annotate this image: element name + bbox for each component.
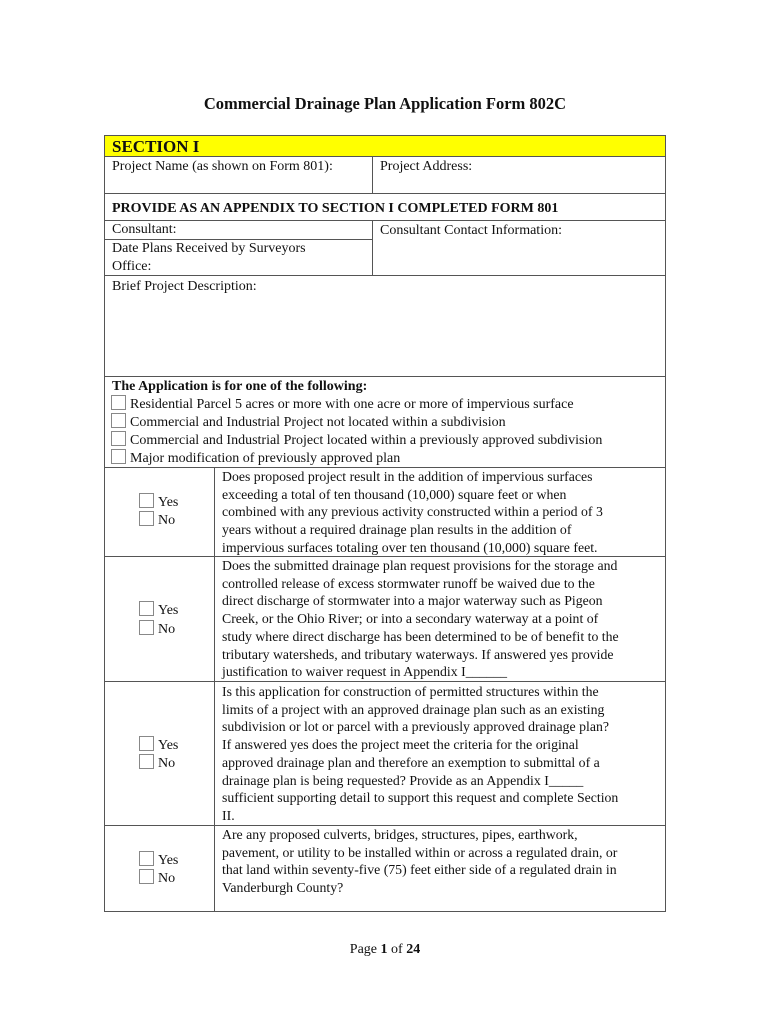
question-1-text: Does proposed project result in the addition of impervious surfaces exceeding a total of ten thousand (10,000) square feet or when combined with any previous activity constructed within a period of 3 years without a required drainage plan results in the addition of impervious surfaces totaling over ten thousand (10,000) square feet.	[222, 469, 603, 555]
project-address-label: Project Address:	[380, 159, 473, 174]
divider	[214, 467, 215, 912]
application-option[interactable]: Commercial and Industrial Project not located within a subdivision	[111, 413, 506, 432]
checkbox[interactable]	[139, 736, 154, 751]
divider	[105, 193, 665, 194]
divider	[372, 220, 373, 275]
checkbox[interactable]	[111, 395, 126, 410]
checkbox[interactable]	[139, 869, 154, 884]
q2-yes-option[interactable]: Yes	[139, 601, 178, 620]
application-form	[104, 135, 666, 912]
checkbox[interactable]	[139, 620, 154, 635]
divider	[105, 220, 665, 221]
question-3-text: Is this application for construction of permitted structures within the limits of a project with an approved drainage plan such as an existing subdivision or lot or parcel with a previously approved drainage plan? If answered yes does the project meet the criteria for the original approved drainage plan and therefore an exemption to submittal of a drainage plan is being requested? Provide as an Appendix I_____ sufficient supporting detail to support this request and complete Section II.	[222, 684, 619, 823]
appendix-instruction: PROVIDE AS AN APPENDIX TO SECTION I COMPLETED FORM 801	[112, 201, 559, 216]
checkbox[interactable]	[139, 754, 154, 769]
application-type-heading: The Application is for one of the following:	[112, 379, 368, 394]
consultant-label: Consultant:	[112, 222, 177, 237]
q2-no-option[interactable]: No	[139, 620, 175, 639]
checkbox[interactable]	[111, 431, 126, 446]
date-received-label: Date Plans Received by Surveyors	[112, 241, 306, 256]
date-received-label-cont: Office:	[112, 259, 152, 274]
application-option[interactable]: Residential Parcel 5 acres or more with one acre or more of impervious surface	[111, 395, 574, 414]
divider	[105, 156, 665, 157]
divider	[105, 275, 665, 276]
checkbox[interactable]	[139, 601, 154, 616]
q3-yes-option[interactable]: Yes	[139, 736, 178, 755]
description-label: Brief Project Description:	[112, 279, 257, 294]
q4-no-option[interactable]: No	[139, 869, 175, 888]
question-2-text: Does the submitted drainage plan request provisions for the storage and controlled release of excess stormwater runoff be waived due to the direct discharge of stormwater into a major waterway such as Pigeon Creek, or the Ohio River; or into a secondary waterway at a point of study where direct discharge has been determined to be of benefit to the tributary watersheds, and tributary waterways. If answered yes provide justification to waiver request in Appendix I______	[222, 558, 619, 680]
checkbox[interactable]	[139, 493, 154, 508]
consultant-contact-label: Consultant Contact Information:	[380, 223, 562, 238]
checkbox[interactable]	[111, 449, 126, 464]
divider	[372, 157, 373, 193]
checkbox[interactable]	[111, 413, 126, 428]
checkbox[interactable]	[139, 511, 154, 526]
application-option[interactable]: Commercial and Industrial Project located within a previously approved subdivision	[111, 431, 602, 450]
application-option[interactable]: Major modification of previously approved plan	[111, 449, 400, 468]
project-name-label: Project Name (as shown on Form 801):	[112, 159, 333, 174]
q3-no-option[interactable]: No	[139, 754, 175, 773]
section-header: SECTION I	[105, 136, 665, 156]
q1-no-option[interactable]: No	[139, 511, 175, 530]
question-4-text: Are any proposed culverts, bridges, structures, pipes, earthwork, pavement, or utility to be installed within or across a regulated drain, or that land within seventy-five (75) feet either side of a regulated drain in Vanderburgh County?	[222, 827, 618, 896]
checkbox[interactable]	[139, 851, 154, 866]
q1-yes-option[interactable]: Yes	[139, 493, 178, 512]
divider	[105, 681, 665, 682]
divider	[105, 376, 665, 377]
form-title: Commercial Drainage Plan Application Form 802C	[203, 94, 567, 113]
q4-yes-option[interactable]: Yes	[139, 851, 178, 870]
page-number: Page 1 of 24	[349, 942, 421, 957]
